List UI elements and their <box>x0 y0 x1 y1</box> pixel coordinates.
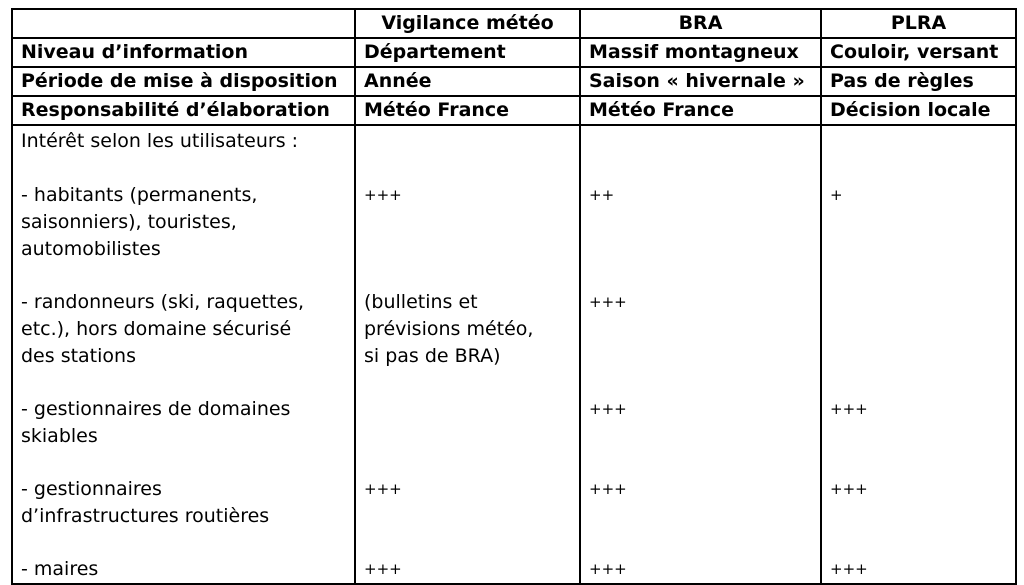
interest-vigilance-cell <box>355 125 580 584</box>
note-line: si pas de BRA) <box>364 345 501 367</box>
rating-vigilance: +++ <box>364 560 402 578</box>
cell-vigilance: Année <box>355 67 580 96</box>
rating-bra: +++ <box>589 400 627 418</box>
user-line: - randonneurs (ski, raquettes, <box>21 291 305 313</box>
user-line: - habitants (permanents, <box>21 184 258 206</box>
rating-plra: + <box>830 186 843 204</box>
rating-vigilance: +++ <box>364 186 402 204</box>
rating-plra: +++ <box>830 400 868 418</box>
cell-bra: Massif montagneux <box>580 38 821 67</box>
user-line: saisonniers), touristes, <box>21 211 237 233</box>
rating-bra: +++ <box>589 560 627 578</box>
row-label: Niveau d’information <box>12 38 355 67</box>
rating-vigilance: +++ <box>364 480 402 498</box>
cell-plra: Couloir, versant <box>821 38 1016 67</box>
rating-plra <box>830 289 1007 316</box>
user-line: - gestionnaires de domaines <box>21 398 291 420</box>
note-line: (bulletins et <box>364 291 478 313</box>
cell-bra: Saison « hivernale » <box>580 67 821 96</box>
user-line: automobilistes <box>21 238 161 260</box>
row-label: Responsabilité d’élaboration <box>12 96 355 125</box>
note-line: prévisions météo, <box>364 318 534 340</box>
interest-row <box>12 125 1016 584</box>
interest-title: Intérêt selon les utilisateurs : <box>21 130 299 152</box>
table-row <box>12 38 1016 67</box>
rating-bra: +++ <box>589 293 627 311</box>
user-line: - gestionnaires <box>21 478 162 500</box>
cell-vigilance: Département <box>355 38 580 67</box>
table-row <box>12 67 1016 96</box>
rating-plra: +++ <box>830 480 868 498</box>
comparison-table <box>11 8 1017 585</box>
header-cell-empty <box>12 9 355 38</box>
cell-vigilance: Météo France <box>355 96 580 125</box>
row-label: Période de mise à disposition <box>12 67 355 96</box>
cell-bra: Météo France <box>580 96 821 125</box>
cell-plra: Pas de règles <box>821 67 1016 96</box>
header-plra: PLRA <box>821 9 1016 38</box>
rating-vigilance <box>364 396 571 423</box>
user-line: des stations <box>21 345 136 367</box>
header-vigilance: Vigilance météo <box>355 9 580 38</box>
rating-plra: +++ <box>830 560 868 578</box>
header-row <box>12 9 1016 38</box>
user-line: etc.), hors domaine sécurisé <box>21 318 292 340</box>
rating-bra: +++ <box>589 480 627 498</box>
interest-bra-cell <box>580 125 821 584</box>
interest-plra-cell <box>821 125 1016 584</box>
header-bra: BRA <box>580 9 821 38</box>
cell-plra: Décision locale <box>821 96 1016 125</box>
user-line: d’infrastructures routières <box>21 505 270 527</box>
table-row <box>12 96 1016 125</box>
rating-bra: ++ <box>589 186 615 204</box>
user-line: skiables <box>21 425 98 447</box>
user-line: - maires <box>21 558 99 580</box>
interest-users-cell <box>12 125 355 584</box>
